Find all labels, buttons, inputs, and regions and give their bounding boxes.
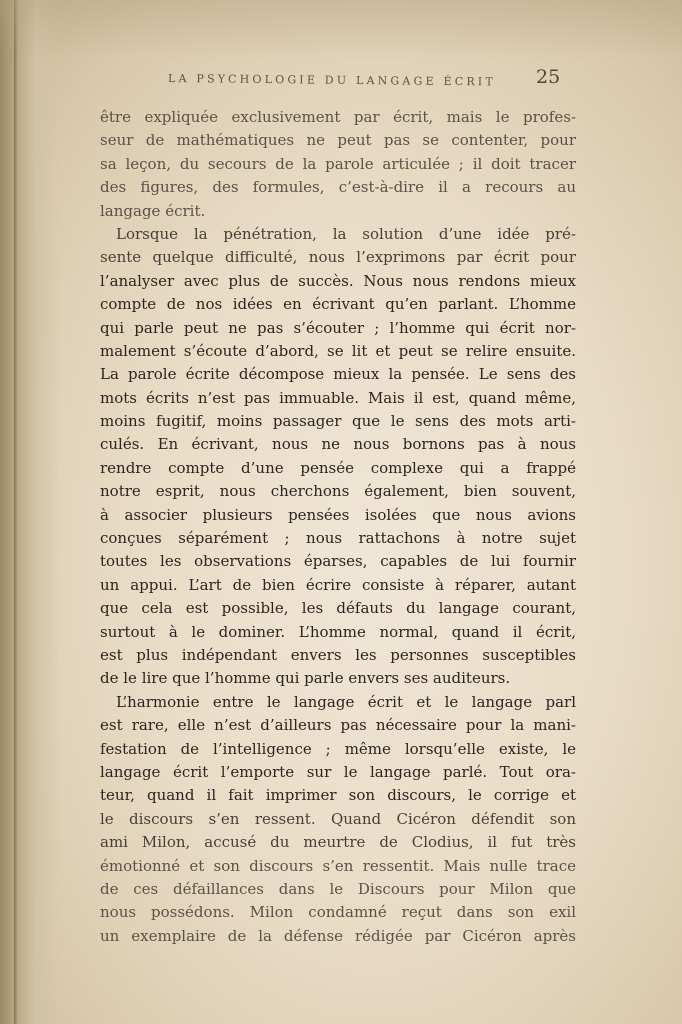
text-line: notre esprit, nous cherchons également, bien souvent, [100, 482, 576, 501]
text-line: L’harmonie entre le langage écrit et le langage parl [116, 692, 576, 711]
text-line: La parole écrite décompose mieux la pensée. Le sens des [100, 365, 576, 384]
text-line: des figures, des formules, c’est-à-dire il a recours au [100, 178, 576, 197]
text-line: conçues séparément ; nous rattachons à notre sujet [100, 529, 576, 548]
page-edge [14, 0, 18, 1024]
text-line: langage écrit l’emporte sur le langage parlé. Tout ora- [100, 762, 576, 781]
text-line: être expliquée exclusivement par écrit, mais le profes- [100, 108, 576, 126]
text-line: seur de mathématiques ne peut pas se contenter, pour [100, 131, 576, 150]
text-line: festation de l’intelligence ; même lorsqu’elle existe, le [100, 739, 576, 758]
text-line: malement s’écoute d’abord, se lit et peut se relire ensuite. [100, 341, 576, 360]
text-line: l’analyser avec plus de succès. Nous nous rendons mieux [100, 271, 576, 290]
text-line: nous possédons. Milon condamné reçut dans son exil [100, 903, 576, 922]
text-line: teur, quand il fait imprimer son discours, le corrige et [100, 786, 576, 805]
text-line: est rare, elle n’est d’ailleurs pas nécessaire pour la mani- [100, 716, 576, 735]
text-line: Lorsque la pénétration, la solution d’une idée pré- [116, 224, 576, 243]
text-line: langage écrit. [100, 201, 206, 220]
text-line: qui parle peut ne pas s’écouter ; l’homme qui écrit nor- [100, 318, 576, 337]
text-line: que cela est possible, les défauts du langage courant, [100, 599, 576, 618]
text-line: à associer plusieurs pensées isolées que nous avions [100, 505, 576, 524]
text-line: moins fugitif, moins passager que le sens des mots arti- [100, 412, 576, 431]
text-line: un exemplaire de la défense rédigée par Cicéron après [100, 926, 576, 945]
running-head: LA PSYCHOLOGIE DU LANGAGE ÉCRIT [167, 72, 496, 89]
text-line: émotionné et son discours s’en ressentit. Mais nulle trace [100, 856, 576, 875]
text-line: surtout à le dominer. L’homme normal, quand il écrit, [100, 622, 576, 641]
text-line: est plus indépendant envers les personnes susceptibles [100, 645, 576, 664]
text-line: rendre compte d’une pensée complexe qui a frappé [100, 458, 576, 477]
text-line: sente quelque difficulté, nous l’exprimons par écrit pour [100, 248, 576, 267]
text-line: de le lire que l’homme qui parle envers ses auditeurs. [100, 669, 511, 688]
top-shadow [0, 0, 682, 60]
text-line: culés. En écrivant, nous ne nous bornons pas à nous [100, 435, 576, 454]
book-gutter-shadow [0, 0, 60, 1024]
text-line: sa leçon, du secours de la parole articulée ; il doit tracer [100, 154, 576, 173]
text-line: mots écrits n’est pas immuable. Mais il est, quand même, [100, 388, 576, 407]
page-number: 25 [536, 66, 561, 88]
text-line: un appui. L’art de bien écrire consiste à réparer, autant [100, 575, 576, 594]
text-line: ami Milon, accusé du meurtre de Clodius, il fut très [100, 833, 576, 852]
text-line: toutes les observations éparses, capables de lui fournir [100, 552, 576, 571]
body-text [100, 106, 576, 948]
text-line: compte de nos idées en écrivant qu’en parlant. L’homme [100, 295, 576, 314]
text-line: de ces défaillances dans le Discours pour Milon que [100, 879, 576, 898]
text-line: le discours s’en ressent. Quand Cicéron défendit son [100, 809, 576, 828]
